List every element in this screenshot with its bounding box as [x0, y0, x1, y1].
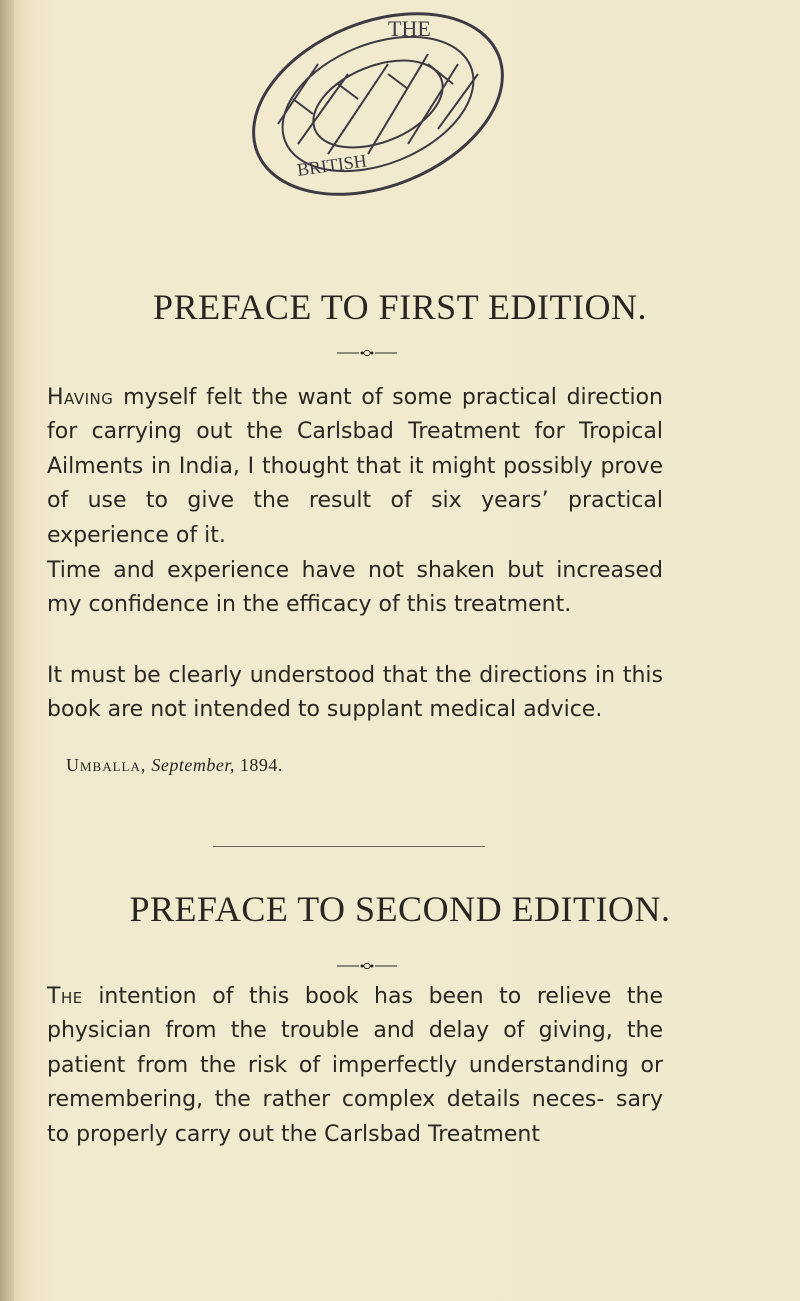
paragraph-text: Time and experience have not shaken but increased my confidence in the efficacy of this treatment.: [47, 558, 663, 618]
first-edition-title: PREFACE TO FIRST EDITION.: [153, 287, 647, 327]
second-preface-paragraph: [47, 980, 663, 1152]
paragraph-text: myself felt the want of some practical direction for carrying out the Carlsbad Treatment for Tropical Ailments in India, I thought that it might possibly prove of use to give the result of six years’ practical experience of it.: [47, 385, 663, 548]
stamp-text-top: THE: [388, 16, 431, 41]
paragraph-text: It must be clearly understood that the directions in this book are not intended to supplant medical advice.: [47, 663, 663, 723]
paragraph-lead-word: Having: [47, 385, 114, 410]
first-preface-paragraph-2: [47, 554, 663, 623]
title-ornament: [337, 349, 397, 357]
paragraph-lead-word: The: [47, 984, 83, 1009]
paragraph-text: intention of this book has been to relieve the physician from the trouble and delay of giving, the patient from the risk of imperfectly understanding or remembering, the rather complex details neces- sary to properly carry out the Carlsbad Treatment: [47, 984, 663, 1147]
first-preface-paragraph-3: [47, 659, 663, 728]
stamp-text-bottom: BRITISH: [295, 150, 368, 180]
first-preface-paragraph-1: [47, 381, 663, 553]
signoff-month: September,: [151, 755, 235, 775]
title-ornament: [337, 962, 397, 970]
library-stamp-graphic: [238, 4, 528, 199]
second-edition-title: PREFACE TO SECOND EDITION.: [129, 889, 671, 929]
signoff-year: 1894.: [239, 755, 283, 775]
library-stamp: [238, 4, 528, 199]
page-spine-shadow: [0, 0, 14, 1301]
preface-signoff: [66, 755, 283, 776]
signoff-place: Umballa,: [66, 755, 147, 775]
section-divider: [213, 846, 485, 847]
